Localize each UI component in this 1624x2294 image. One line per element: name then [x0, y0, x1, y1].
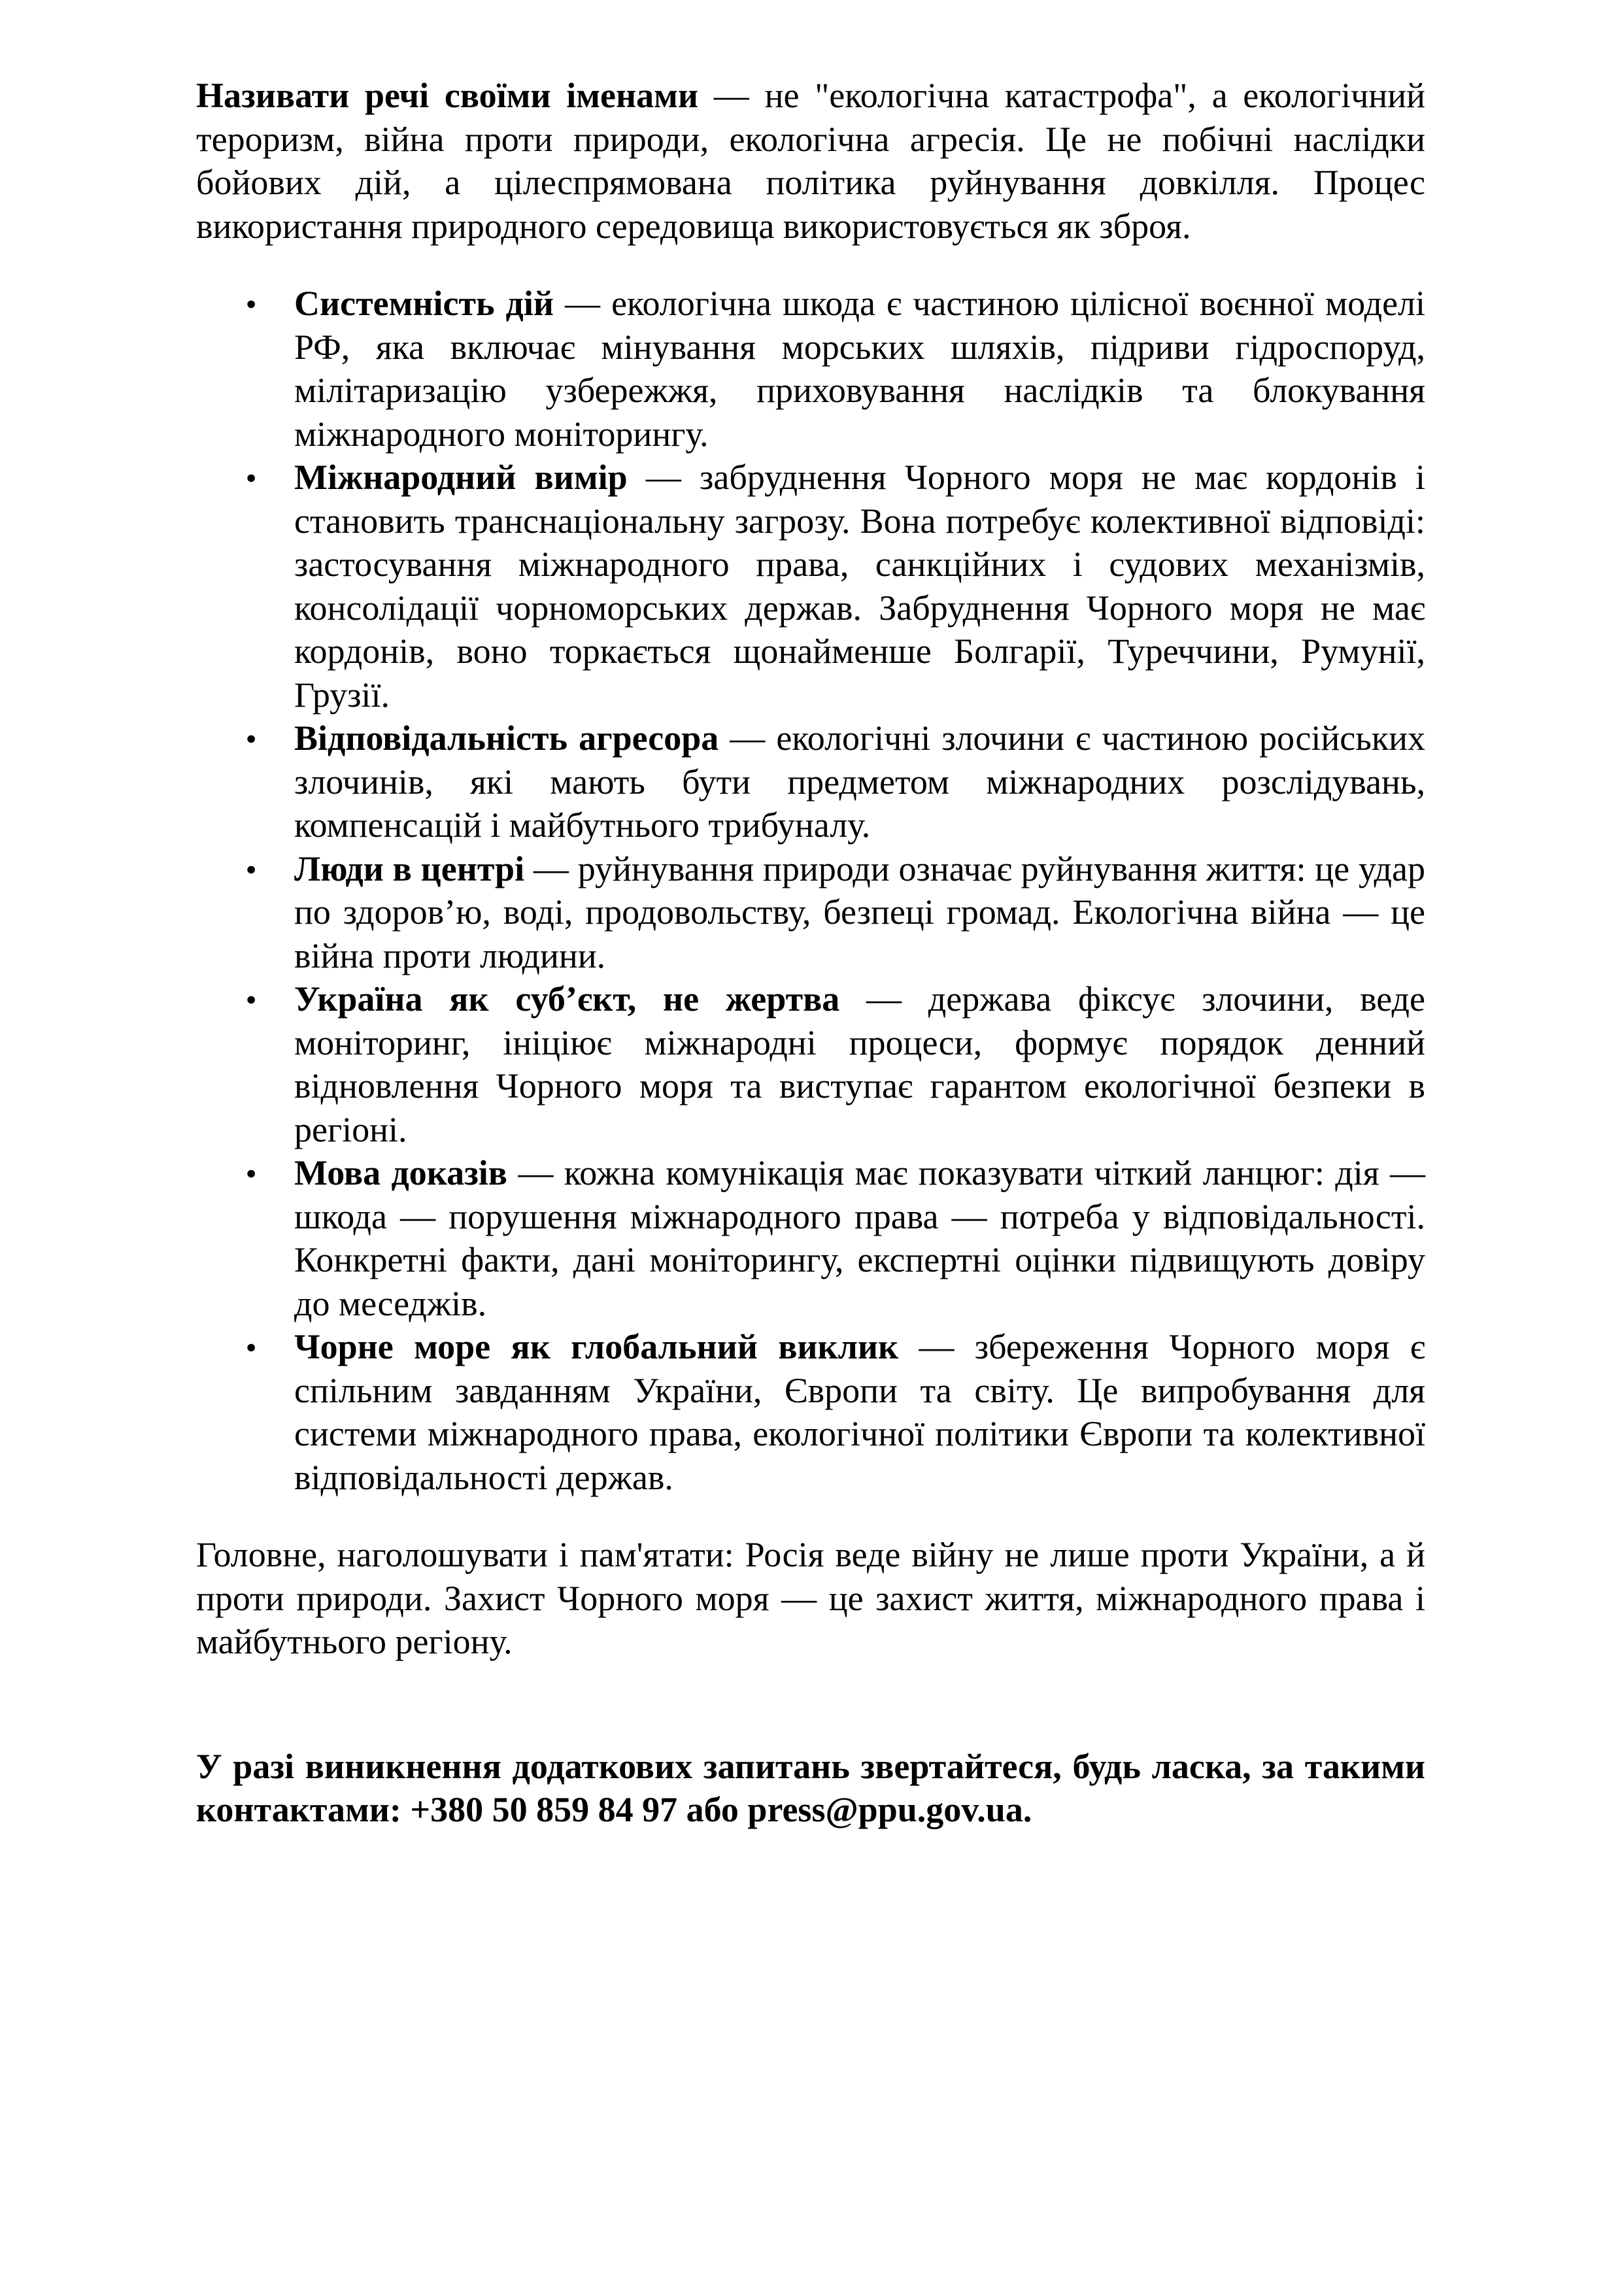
bullet-term: Україна як суб’єкт, не жертва	[294, 979, 840, 1019]
bullet-text: — держава фіксує злочини, веде моніторинг, ініціює міжнародні процеси, формує порядок денний відновлення Чорного моря та виступає гарантом екологічної безпеки в регіоні.	[294, 979, 1425, 1149]
bullet-text: — руйнування природи означає руйнування життя: це удар по здоров’ю, воді, продовольству, безпеці громад. Екологічна війна — це війна проти людини.	[294, 849, 1426, 975]
bullet-icon: ●	[246, 989, 257, 1009]
paragraph-contact: У разі виникнення додаткових запитань звертайтеся, будь ласка, за такими контактами: +380 50 859 84 97 або press@ppu.gov.ua.	[196, 1746, 1425, 1829]
bullet-term: Системність дій	[294, 284, 554, 323]
list-item	[196, 717, 1425, 847]
bullet-text: — екологічна шкода є частиною цілісної воєнної моделі РФ, яка включає мінування морських шляхів, підриви гідроспоруд, мілітаризацію узбережжя, приховування наслідків та блокування міжнародного моніторингу.	[294, 284, 1425, 454]
bullet-term: Міжнародний вимір	[294, 458, 628, 497]
paragraph-lead	[196, 74, 1425, 248]
lead-bold-phrase: Називати речі своїми іменами	[196, 76, 699, 115]
bullet-icon: ●	[246, 728, 257, 748]
bullet-text: — збереження Чорного моря є спільним завданням України, Європи та світу. Це випробування для системи міжнародного права, екологічної політики Європи та колективної відповідальності держав.	[294, 1327, 1425, 1497]
list-item	[196, 1151, 1425, 1325]
bullet-icon: ●	[246, 1337, 257, 1357]
bullet-term: Мова доказів	[294, 1153, 507, 1192]
key-messages-list	[196, 282, 1425, 1499]
bullet-term: Люди в центрі	[294, 849, 525, 888]
bullet-icon: ●	[246, 858, 257, 879]
list-item	[196, 282, 1425, 456]
bullet-text: — забруднення Чорного моря не має кордонів і становить транснаціональну загрозу. Вона потребує колективної відповіді: застосування міжнародного права, санкційних і судових механізмів, консолідації чорноморських держав. Забруднення Чорного моря не має кордонів, воно торкається щонайменше Болгарії, Туреччини, Румунії, Грузії.	[294, 458, 1425, 715]
bullet-text: — екологічні злочини є частиною російських злочинів, які мають бути предметом міжнародних розслідувань, компенсацій і майбутнього трибуналу.	[294, 718, 1425, 845]
list-item	[196, 1325, 1425, 1499]
bullet-text: — кожна комунікація має показувати чіткий ланцюг: дія — шкода — порушення міжнародного права — потреба у відповідальності. Конкретні факти, дані моніторингу, експертні оцінки підвищують довіру до меседжів.	[294, 1153, 1425, 1323]
paragraph-closing: Головне, наголошувати і пам'ятати: Росія веде війну не лише проти України, а й проти природи. Захист Чорного моря — це захист життя, міжнародного права і майбутнього регіону.	[196, 1535, 1425, 1661]
bullet-term: Відповідальність агресора	[294, 718, 719, 758]
list-item	[196, 977, 1425, 1151]
bullet-icon: ●	[246, 294, 257, 313]
bullet-icon: ●	[246, 1163, 257, 1183]
bullet-icon: ●	[246, 467, 257, 487]
list-item	[196, 847, 1425, 978]
bullet-term: Чорне море як глобальний виклик	[294, 1327, 899, 1366]
lead-text: — не "екологічна катастрофа", а екологічний тероризм, війна проти природи, екологічна агресія. Це не побічні наслідки бойових дій, а цілеспрямована політика руйнування довкілля. Процес використання природного середовища використовується як зброя.	[196, 76, 1425, 246]
list-item	[196, 456, 1425, 717]
